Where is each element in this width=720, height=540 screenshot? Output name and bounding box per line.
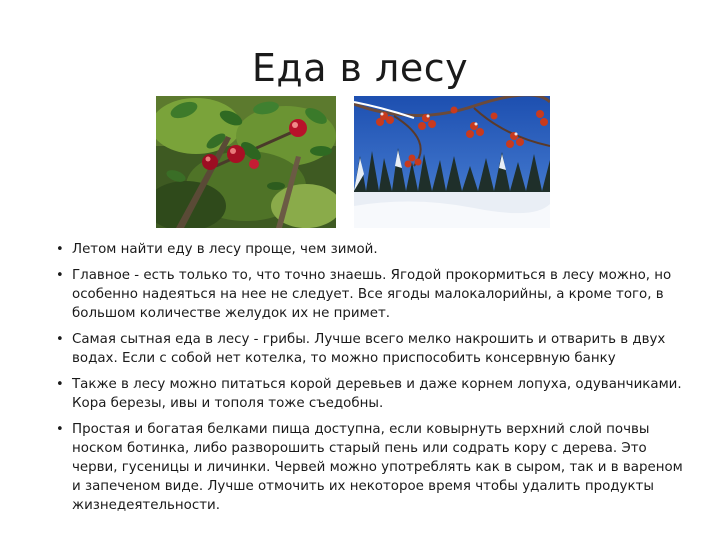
bullet-dot: •	[56, 268, 64, 283]
bullet-item	[56, 240, 686, 259]
bullet-text: Также в лесу можно питаться корой деревьев и даже корнем лопуха, одуванчиками. Кора березы, ивы и тополя тоже съедобны.	[72, 377, 682, 411]
bullet-item	[56, 266, 686, 323]
slide-title: Еда в лесу	[251, 46, 469, 90]
bullet-item	[56, 375, 686, 413]
bullet-text: Самая сытная еда в лесу - грибы. Лучше всего мелко накрошить и отварить в двух водах. Если с собой нет котелка, то можно приспособить консервную банку	[72, 332, 666, 366]
bullet-dot: •	[56, 377, 64, 392]
bullet-dot: •	[56, 332, 64, 347]
bullet-dot: •	[56, 242, 64, 257]
bullet-text: Простая и богатая белками пища доступна, если ковырнуть верхний слой почвы носком ботинка, либо разворошить старый пень или содрать кору с дерева. Это черви, гусеницы и личинки. Червей можно употреблять как в сыром, так и в вареном и запеченом виде. Лучше отмочить их некоторое время чтобы удалить продукты жизнедеятельности.	[72, 422, 683, 513]
bullet-item	[56, 330, 686, 368]
winter-forest-rowan-photo	[354, 96, 550, 228]
bullet-text: Главное - есть только то, что точно знаешь. Ягодой прокормиться в лесу можно, но особенно надеяться на нее не следует. Все ягоды малокалорийны, а кроме того, в большом количестве желудок их не примет.	[72, 268, 672, 321]
bullet-dot: •	[56, 422, 64, 437]
bullet-list	[56, 240, 686, 522]
lingonberry-photo	[156, 96, 336, 228]
bullet-text: Летом найти еду в лесу проще, чем зимой.	[72, 242, 378, 257]
bullet-item	[56, 420, 686, 515]
